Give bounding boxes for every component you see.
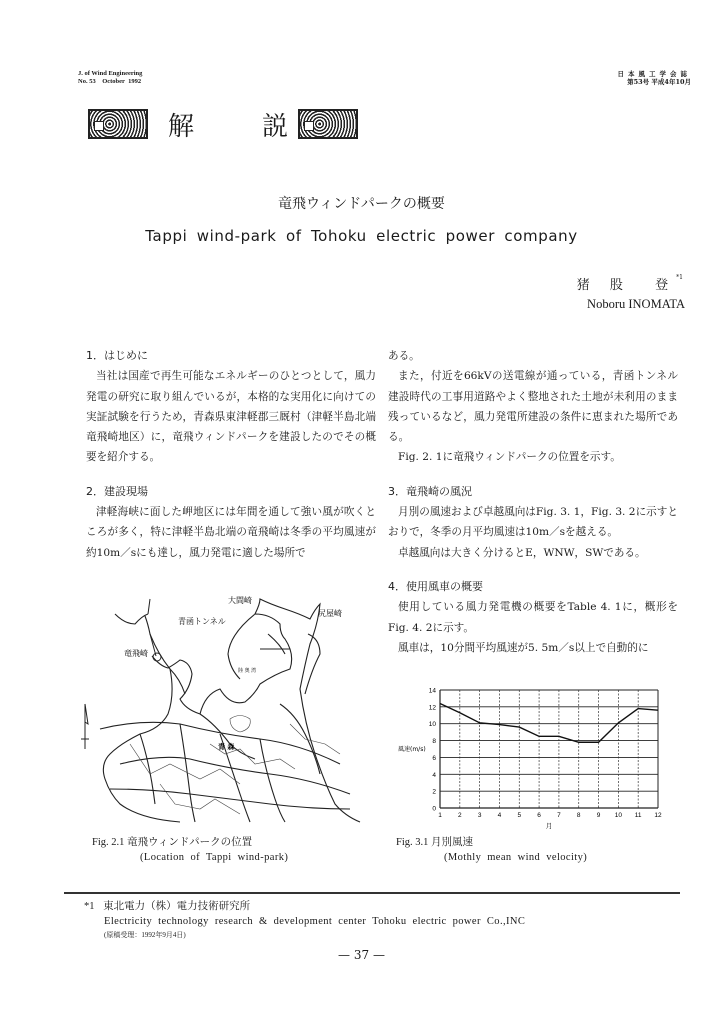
title-japanese: 竜飛ウィンドパークの概要 xyxy=(278,196,445,212)
figure-3-1-caption xyxy=(396,835,587,865)
section-banner xyxy=(88,108,358,140)
svg-text:2: 2 xyxy=(432,788,436,796)
page-number: — 37 — xyxy=(338,948,385,962)
section-1-body: 当社は国産で再生可能なエネルギーのひとつとして，風力発電の研究に取り組んでいるが，本格的な実用化に向けての実証試験を行うため，青森県東津軽郡三厩村（津軽半島北端竜飛崎地区）に，竜飛ウィンドパークを建設したのでその概要を紹介する。 xyxy=(86,370,376,464)
map-label-mutsu-bay: 陸 奥 湾 xyxy=(238,668,257,674)
section-3-paragraph-2: 卓越風向は大きく分けるとE，WNW，SWである。 xyxy=(398,546,646,559)
svg-text:4: 4 xyxy=(497,812,502,819)
svg-text:6: 6 xyxy=(432,754,436,762)
journal-issue: No. 53 October 1992 xyxy=(78,78,142,85)
footnote-mark: *1 xyxy=(84,901,95,912)
section-2-body: 津軽海峡に面した岬地区には年間を通して強い風が吹くところが多く，特に津軽半島北端の竜飛崎は冬季の平均風速が約10m／sにも達し，風力発電に適した場所で xyxy=(86,506,376,559)
svg-text:11: 11 xyxy=(634,812,642,819)
svg-text:0: 0 xyxy=(432,805,436,813)
location-map-figure xyxy=(80,594,372,824)
svg-text:10: 10 xyxy=(614,812,622,819)
svg-text:8: 8 xyxy=(432,738,436,746)
north-arrow-icon xyxy=(81,704,89,749)
tappi-marker-icon xyxy=(153,653,161,661)
section-4-paragraph-1: 使用している風力発電機の概要をTable 4. 1に，概形をFig. 4. 2に示す。 xyxy=(388,601,678,634)
journal-header-en xyxy=(78,70,142,86)
svg-text:7: 7 xyxy=(557,812,561,819)
journal-issue-jp: 第53号 平成4年10月 xyxy=(627,78,691,86)
svg-text:9: 9 xyxy=(596,812,601,819)
map-label-tappi: 竜飛崎 xyxy=(124,649,148,658)
svg-text:10: 10 xyxy=(428,721,436,729)
svg-text:6: 6 xyxy=(537,812,541,819)
map-label-oma: 大間崎 xyxy=(228,596,252,605)
svg-text:5: 5 xyxy=(517,812,522,819)
svg-text:14: 14 xyxy=(428,687,436,695)
svg-text:月: 月 xyxy=(545,822,553,830)
journal-header-jp xyxy=(618,70,692,86)
journal-name: J. of Wind Engineering xyxy=(78,70,143,77)
svg-text:12: 12 xyxy=(428,704,436,712)
figure-3-1-subtitle: (Mothly mean wind velocity) xyxy=(444,852,588,863)
aomori-map-illustration xyxy=(80,594,372,824)
map-label-shiriya: 尻屋崎 xyxy=(318,609,342,618)
footnote-divider xyxy=(64,892,680,894)
section-2-paragraph-3: Fig. 2. 1に竜飛ウィンドパークの位置を示す。 xyxy=(398,451,621,464)
line-chart xyxy=(390,682,670,832)
section-1-heading: 1．はじめに xyxy=(86,349,148,362)
manuscript-received-date: (原稿受理：1992年9月4日) xyxy=(104,931,186,939)
svg-text:4: 4 xyxy=(432,771,436,779)
svg-text:3: 3 xyxy=(477,812,482,819)
footnote-org-en: Electricity technology research & development center Tohoku electric power Co.,INC xyxy=(104,916,526,927)
section-4-heading: 4．使用風車の概要 xyxy=(388,579,483,593)
author-name-jp: 猪 股 登 xyxy=(576,278,677,293)
svg-text:2: 2 xyxy=(458,812,462,819)
map-label-aomori: 青 森 xyxy=(218,743,235,751)
author-japanese xyxy=(577,274,683,293)
figure-3-1-label: Fig. 3.1 月別風速 xyxy=(396,837,474,848)
section-2-heading: 2．建設現場 xyxy=(86,484,148,498)
figure-2-1-label: Fig. 2.1 竜飛ウィンドパークの位置 xyxy=(92,837,253,848)
section-2-continued: ある。 xyxy=(388,350,420,362)
monthly-wind-chart xyxy=(390,682,670,832)
decorative-pattern-left xyxy=(88,109,148,139)
figure-2-1-caption xyxy=(92,835,288,865)
right-column xyxy=(388,346,678,658)
map-label-tunnel: 青函トンネル xyxy=(178,617,226,626)
footnote xyxy=(84,899,525,941)
author-english: Noboru INOMATA xyxy=(587,297,685,311)
svg-text:12: 12 xyxy=(654,812,662,819)
title-english: Tappi wind-park of Tohoku electric power company xyxy=(145,227,578,245)
section-3-heading: 3．竜飛崎の風況 xyxy=(388,484,472,498)
figure-2-1-subtitle: (Location of Tappi wind-park) xyxy=(140,852,289,863)
svg-text:1: 1 xyxy=(438,812,442,819)
section-2-paragraph-2: また，付近を66kVの送電線が通っている，青函トンネル建設時代の工事用道路やよく整地された土地が未利用のまま残っているなど，風力発電所建設の条件に恵まれた場所である。 xyxy=(388,370,678,444)
left-column xyxy=(86,346,376,563)
section-4-paragraph-2: 風車は，10分間平均風速が5. 5m／s以上で自動的に xyxy=(398,641,649,654)
decorative-pattern-right xyxy=(298,109,358,139)
journal-name-jp: 日本風工学会誌 xyxy=(617,70,691,78)
section-3-paragraph-1: 月別の風速および卓越風向はFig. 3. 1，Fig. 3. 2に示すとおりで，冬季の月平均風速は10m／sを越える。 xyxy=(388,506,678,539)
footnote-org-jp: 東北電力（株）電力技術研究所 xyxy=(103,901,251,912)
banner-char-kai: 解 xyxy=(168,111,195,142)
svg-text:風速(m/s): 風速(m/s) xyxy=(398,746,426,753)
author-footnote-mark: *1 xyxy=(676,274,683,281)
svg-text:8: 8 xyxy=(576,812,581,819)
banner-char-setsu: 説 xyxy=(262,111,289,142)
